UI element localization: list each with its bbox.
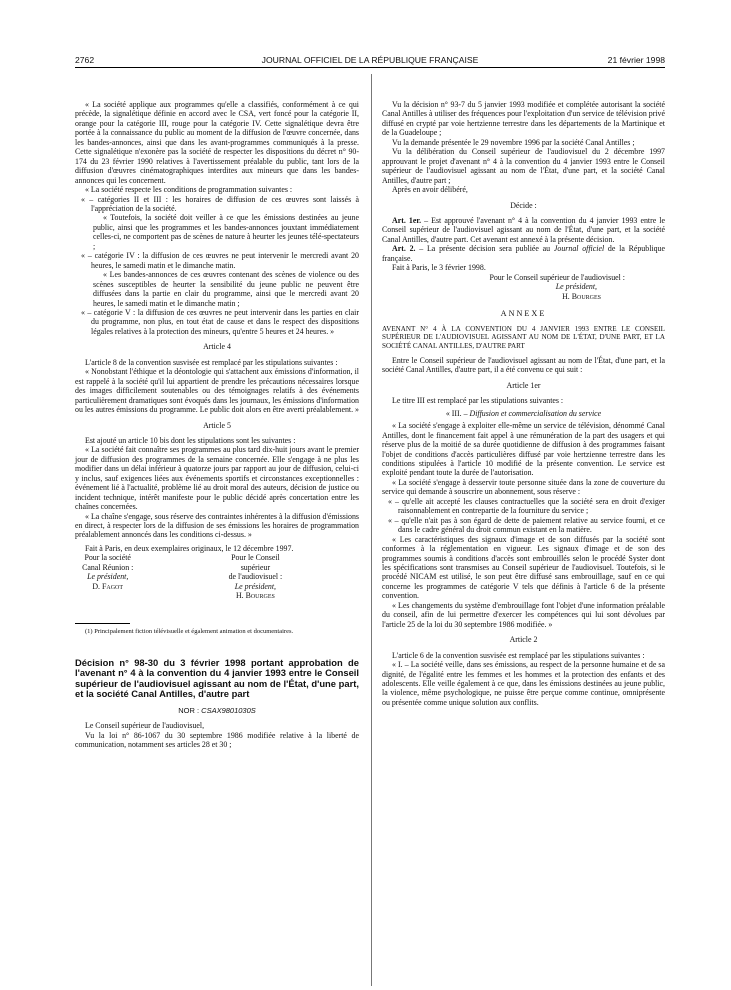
- article-heading: Article 2: [509, 635, 538, 645]
- paragraph: « La société applique aux programmes qu'elle a classifiés, conformément à ce qui précède, la signalétique définie en accord avec le CSA, vert foncé pour la catégorie II, orange pour la catégorie III, rouge pour la catégorie IV. Cette signalétique devra être portée à la connaissance du public au moment de la diffusion de l'œuvre concernée, dans les bandes-annonces, ainsi que dans les avant-programmes communiqués à la presse. Cette signalétique n'exonère pas la société de respecter les dispositions du décret n° 90-174 du 23 février 1990 relatives à l'avertissement préalable du public, tant lors de la diffusion d'œuvres cinématographiques interdites aux mineurs que dans les bandes-annonces qui les concernent.: [75, 100, 359, 185]
- article-paragraph: [382, 244, 665, 263]
- signatory-org: Pour la société Canal Réunion :: [82, 553, 134, 572]
- quote-paragraph: « Les bandes-annonces de ces œuvres contenant des scènes de violence ou des scènes susceptibles de heurter la sensibilité du jeune public ne peuvent être diffusées dans la partie en clair du programme, ainsi que le mercredi avant 20 heures, le samedi matin et le dimanche matin ;: [93, 270, 359, 308]
- paragraph: « La société s'engage à exploiter elle-même un service de télévision, dénommé Canal Antilles, dont le financement fait appel à une rémunération de la part des usagers et qui réserve plus de la moitié de sa durée quotidienne de diffusion à des programmes faisant l'objet de conditions d'accès particulières diffusé par voie hertzienne terrestre dans les conditions stipulées à l'article 10 modifié de la présente convention. Le service est exploité pendant toute la durée de l'autorisation.: [382, 421, 665, 478]
- signatory-title: Le président,: [555, 282, 597, 292]
- decide-heading: Décide :: [510, 200, 537, 210]
- paragraph: Vu la loi n° 86-1067 du 30 septembre 1986 modifiée relative à la liberté de communication, notamment ses articles 28 et 30 ;: [75, 730, 359, 750]
- avenant-title: AVENANT N° 4 À LA CONVENTION DU 4 JANVIER 1993 ENTRE LE CONSEIL SUPÉRIEUR DE L'AUDIOVISUEL AGISSANT AU NOM DE L'ÉTAT, D'UNE PART, ET LA SOCIÉTÉ CANAL ANTILLES, D'AUTRE PART: [382, 324, 665, 351]
- signature-date: Fait à Paris, en deux exemplaires originaux, le 12 décembre 1997.: [85, 543, 294, 553]
- quote-paragraph: « Toutefois, la société doit veiller à ce que les émissions destinées au jeune public, ainsi que les programmes et les bandes-annonces jouxtant immédiatement celles-ci, ne comportent pas de scènes de nature à heurter les jeunes télé-spectateurs ;: [93, 213, 359, 251]
- paragraph: L'article 8 de la convention susvisée est remplacé par les stipulations suivantes :: [85, 357, 338, 367]
- article-heading: Article 4: [203, 342, 231, 352]
- paragraph: « La société s'engage à desservir toute personne située dans la zone de couverture du service qui demande à souscrire un abonnement, sous réserve :: [382, 477, 665, 497]
- signature-block: [382, 273, 665, 301]
- paragraph: Est ajouté un article 10 bis dont les stipulations sont les suivantes :: [85, 435, 296, 445]
- paragraph: « La société fait connaître ses programmes au plus tard dix-huit jours avant le premier jour de diffusion des programmes de la semaine concernée. Elle s'engage à ne plus les modifier dans un délai inférieur à quatorze jours par rapport au jour de diffusion, celui-ci y inclus, sauf exigences liées aux événements sportifs et circonstances exceptionnelles : événement lié à l'actualité, problème lié au droit moral des auteurs, décision de justice ou incident technique, intérêt manifeste pour le public décidé après concertation entre les chaînes concernées.: [75, 445, 359, 512]
- article-text: – La présente décision sera publiée au: [415, 244, 554, 254]
- nor-label: NOR :: [178, 706, 200, 716]
- annex-heading: ANNEXE: [500, 309, 547, 319]
- signatory-org: Pour le Conseil supérieur de l'audiovisuel :: [489, 272, 625, 282]
- section-title: Diffusion et commercialisation du service: [469, 408, 602, 418]
- paragraph: « Les caractéristiques des signaux d'image et de son diffusés par la société sont conformes à la réglementation en vigueur. Les signaux d'image et de son des programmes soumis à conditions d'accès sont embrouillés selon le procédé Syster dont les spécifications sont transmises au Conseil supérieur de l'audiovisuel. Toutefois, si le procédé NICAM est utilisé, le son peut être diffusé sans embrouillage, sauf en ce qui concerne les programmes de catégorie V tels que définis à l'article 6 de la présente convention.: [382, 534, 665, 601]
- right-column: [382, 100, 665, 707]
- signatory-title: Le président,: [87, 572, 129, 582]
- article-paragraph: [382, 216, 665, 244]
- decision-title: Décision n° 98-30 du 3 février 1998 portant approbation de l'avenant n° 4 à la convention du 4 janvier 1993 entre le Conseil supérieur de l'audiovisuel agissant au nom de l'État, d'une part, et la société Canal Antilles, d'autre part: [75, 656, 359, 700]
- header-rule: [75, 67, 665, 68]
- footnote: (1) Principalement fiction télévisuelle et également animation et documentaires.: [85, 627, 294, 635]
- paragraph: Le titre III est remplacé par les stipulations suivantes :: [392, 396, 564, 406]
- nor-code: CSAX9801030S: [201, 706, 256, 716]
- signatory-name: H. Bourges: [235, 591, 275, 601]
- paragraph: Vu la délibération du Conseil supérieur de l'audiovisuel du 2 décembre 1997 approuvant le projet d'avenant n° 4 à la convention du 4 janvier 1993 entre le Conseil supérieur de l'audiovisuel agissant au nom de l'État, d'une part, et la société Canal Antilles, d'autre part ;: [382, 147, 665, 185]
- article-label: Art. 2.: [392, 244, 416, 254]
- dash-item: « – qu'elle ait accepté les clauses contractuelles que la société sera en droit d'exiger raisonnablement en contrepartie de la fourniture du service ;: [388, 496, 665, 516]
- paragraph: Entre le Conseil supérieur de l'audiovisuel agissant au nom de l'État, d'une part, et la société Canal Antilles, d'autre part, il a été convenu ce qui suit :: [382, 355, 665, 375]
- section-heading: [382, 409, 665, 418]
- paragraph: « Les changements du système d'embrouillage font l'objet d'une information préalable du conseil, afin de lui permettre d'exercer les compétences qui lui sont dévolues par l'article 25 de la loi du 30 septembre 1986 modifiée. »: [382, 600, 665, 629]
- paragraph: « La société respecte les conditions de programmation suivantes :: [85, 185, 293, 195]
- signatory-name: D. Fagot: [92, 581, 124, 591]
- paragraph: « I. – La société veille, dans ses émissions, au respect de la personne humaine et de sa dignité, de l'égalité entre les femmes et les hommes et la protection des enfants et des adolescents. Elle veille également à ce que, dans les émissions destinées au jeune public, la violence, même psychologique, ne puisse être perçue comme continue, omniprésente ou présentée comme unique solution aux conflits.: [382, 660, 665, 707]
- paragraph: Le Conseil supérieur de l'audiovisuel,: [85, 721, 205, 731]
- paragraph: « Nonobstant l'éthique et la déontologie qui s'attachent aux émissions d'information, il est rappelé à la société qu'il lui appartient de prendre les précautions nécessaires lorsque des images difficilement soutenables ou des témoignages relatifs à des événements particulièrement dramatiques sont évoqués dans les journaux, les émissions d'information ou les autres émissions du programme. Le public doit alors en être averti préalablement. »: [75, 367, 359, 415]
- dash-item: « – catégorie V : la diffusion de ces œuvres ne peut intervenir dans les parties en clair du programme, non plus, en tout état de cause et dans le respect des dispositions légales relatives à la protection des mineurs, qu'entre 5 heures et 24 heures. »: [81, 307, 359, 336]
- paragraph: Vu la décision n° 93-7 du 5 janvier 1993 modifiée et complétée autorisant la société Canal Antilles à utiliser des fréquences pour l'exploitation d'un service de télévision privé diffusé en crypté par voie hertzienne terrestre dans les départements de la Martinique et de la Guadeloupe ;: [382, 100, 665, 138]
- paragraph: « La chaîne s'engage, sous réserve des contraintes inhérentes à la diffusion d'émissions en direct, à respecter lors de la diffusion de ses émissions les horaires de programmation préalablement annoncés dans les conditions ci-dessus. »: [75, 511, 359, 540]
- page-number: 2762: [75, 55, 95, 65]
- footnote-rule: [75, 623, 130, 624]
- dash-item: « – catégories II et III : les horaires de diffusion de ces œuvres sont laissés à l'appréciation de la société.: [81, 194, 359, 213]
- left-column: [75, 100, 359, 750]
- article-text: de la République française.: [382, 244, 665, 263]
- article-text: – Est approuvé l'avenant n° 4 à la convention du 4 janvier 1993 entre le Conseil supérieur de l'audiovisuel agissant au nom de l'État, d'une part, et la société Canal Antilles, d'autre part. Cet avenant est annexé à la présente décision.: [382, 215, 665, 244]
- signature-date: Fait à Paris, le 3 février 1998.: [392, 263, 486, 273]
- section-number: « III. –: [445, 408, 470, 418]
- article-heading: Article 5: [203, 420, 231, 430]
- paragraph: Vu la demande présentée le 29 novembre 1996 par la société Canal Antilles ;: [392, 137, 635, 147]
- column-divider: [371, 74, 372, 986]
- signatory-org: Pour le Conseil supérieur: [231, 553, 280, 572]
- signature-block: [75, 553, 359, 600]
- signatory-org: de l'audiovisuel :: [228, 572, 283, 582]
- signatory-name: H. Bourges: [562, 291, 601, 301]
- journal-title: JOURNAL OFFICIEL DE LA RÉPUBLIQUE FRANÇAISE: [261, 55, 479, 65]
- article-heading: Article 1er: [506, 380, 541, 390]
- paragraph: Après en avoir délibéré,: [392, 185, 468, 195]
- article-label: Art. 1er.: [392, 215, 422, 225]
- issue-date: 21 février 1998: [607, 55, 665, 65]
- journal-ref: Journal officiel: [553, 244, 605, 254]
- signatory-title: Le président,: [234, 581, 276, 591]
- dash-item: « – qu'elle n'ait pas à son égard de dette de paiement relative au service fourni, et ce dans le cadre général du droit commun existant en la matière.: [388, 515, 665, 535]
- dash-item: « – catégorie IV : la diffusion de ces œuvres ne peut intervenir le mercredi avant 20 heures, le samedi matin et le dimanche matin.: [81, 251, 359, 270]
- nor-reference: [75, 706, 359, 715]
- paragraph: L'article 6 de la convention susvisée est remplacé par les stipulations suivantes :: [392, 650, 645, 660]
